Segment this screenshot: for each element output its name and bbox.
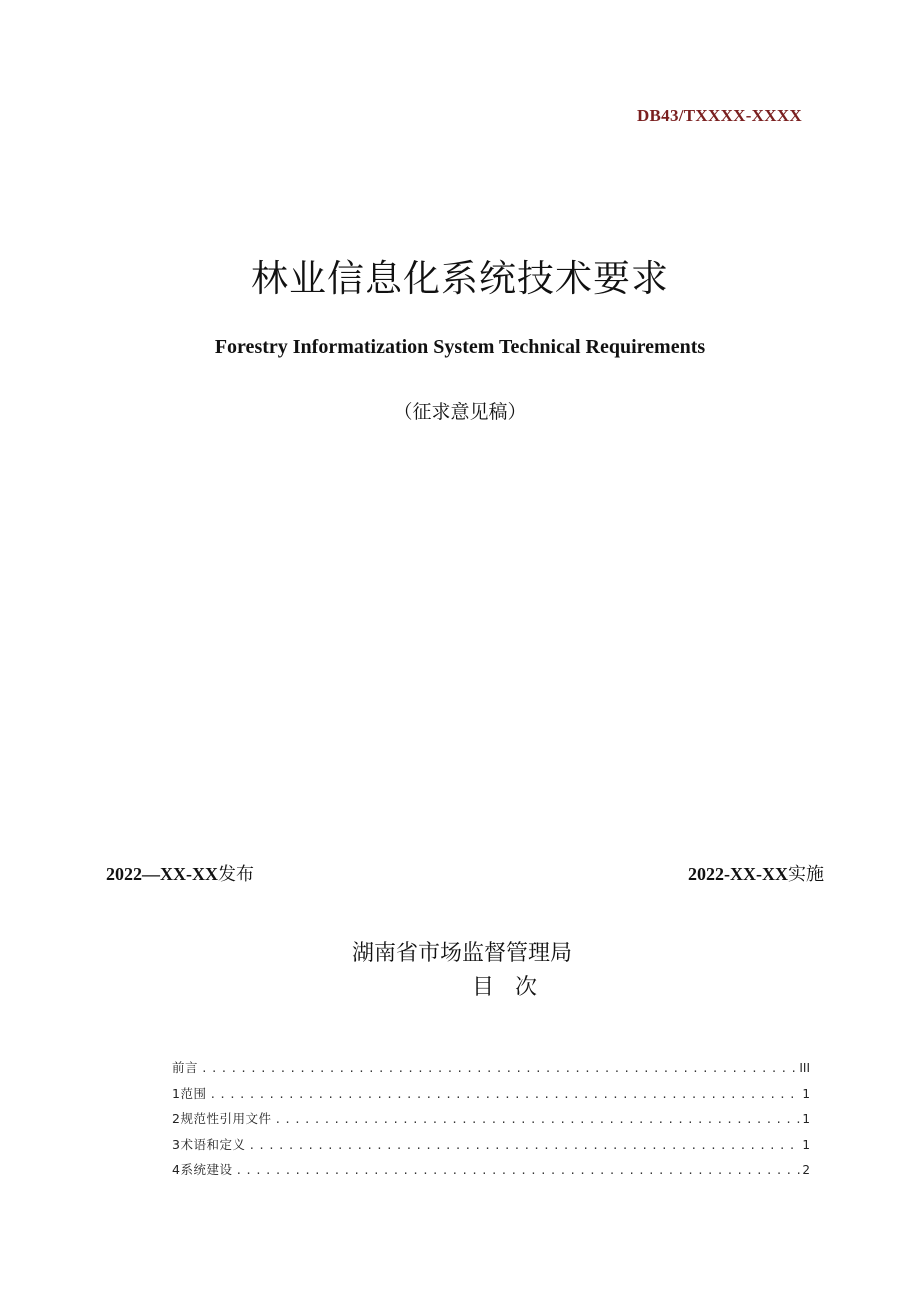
document-title-english: Forestry Informatization System Technical Requirements [214, 336, 706, 358]
issuing-authority: 湖南省市场监督管理局 [351, 941, 572, 966]
toc-heading-char-2: 次 [515, 975, 538, 1000]
toc-entry-page: 1 [802, 1112, 810, 1126]
toc-dot-leader [235, 1164, 800, 1177]
toc-dot-leader [248, 1139, 800, 1152]
publish-label: 发布 [218, 864, 254, 885]
toc-entry-scope[interactable] [172, 1084, 810, 1110]
toc-entry-label: 1范围 [172, 1085, 207, 1101]
toc-entry-label: 前言 [172, 1060, 199, 1075]
toc-dot-leader [201, 1062, 797, 1075]
standard-code: DB43/TXXXX-XXXX [636, 106, 802, 125]
toc-entry-label: 3术语和定义 [172, 1136, 246, 1152]
implementation-date: 2022-XX-XX [688, 864, 788, 884]
toc-entry-page: 2 [802, 1163, 810, 1177]
toc-entry-page: 1 [802, 1086, 810, 1101]
toc-entry-foreword[interactable] [172, 1058, 810, 1084]
toc-dot-leader [274, 1113, 800, 1126]
implementation-date-line [688, 860, 824, 886]
table-of-contents [172, 1058, 810, 1186]
toc-entry-terms-definitions[interactable] [172, 1135, 810, 1161]
toc-entry-page: III [799, 1061, 810, 1075]
draft-status-note: （征求意见稿） [393, 401, 527, 423]
document-title-chinese: 林业信息化系统技术要求 [251, 257, 669, 300]
toc-entry-label: 2规范性引用文件 [172, 1111, 272, 1126]
toc-entry-normative-references[interactable] [172, 1109, 810, 1135]
toc-entry-label: 4系统建设 [172, 1162, 233, 1177]
implementation-label: 实施 [788, 864, 824, 885]
toc-entry-page: 1 [802, 1137, 810, 1152]
publish-date-line [106, 860, 254, 886]
toc-heading-char-1: 目 [472, 975, 495, 1000]
toc-dot-leader [209, 1088, 800, 1101]
toc-heading [472, 970, 537, 1001]
publish-date: 2022—XX-XX [106, 864, 218, 884]
toc-entry-system-construction[interactable] [172, 1160, 810, 1186]
